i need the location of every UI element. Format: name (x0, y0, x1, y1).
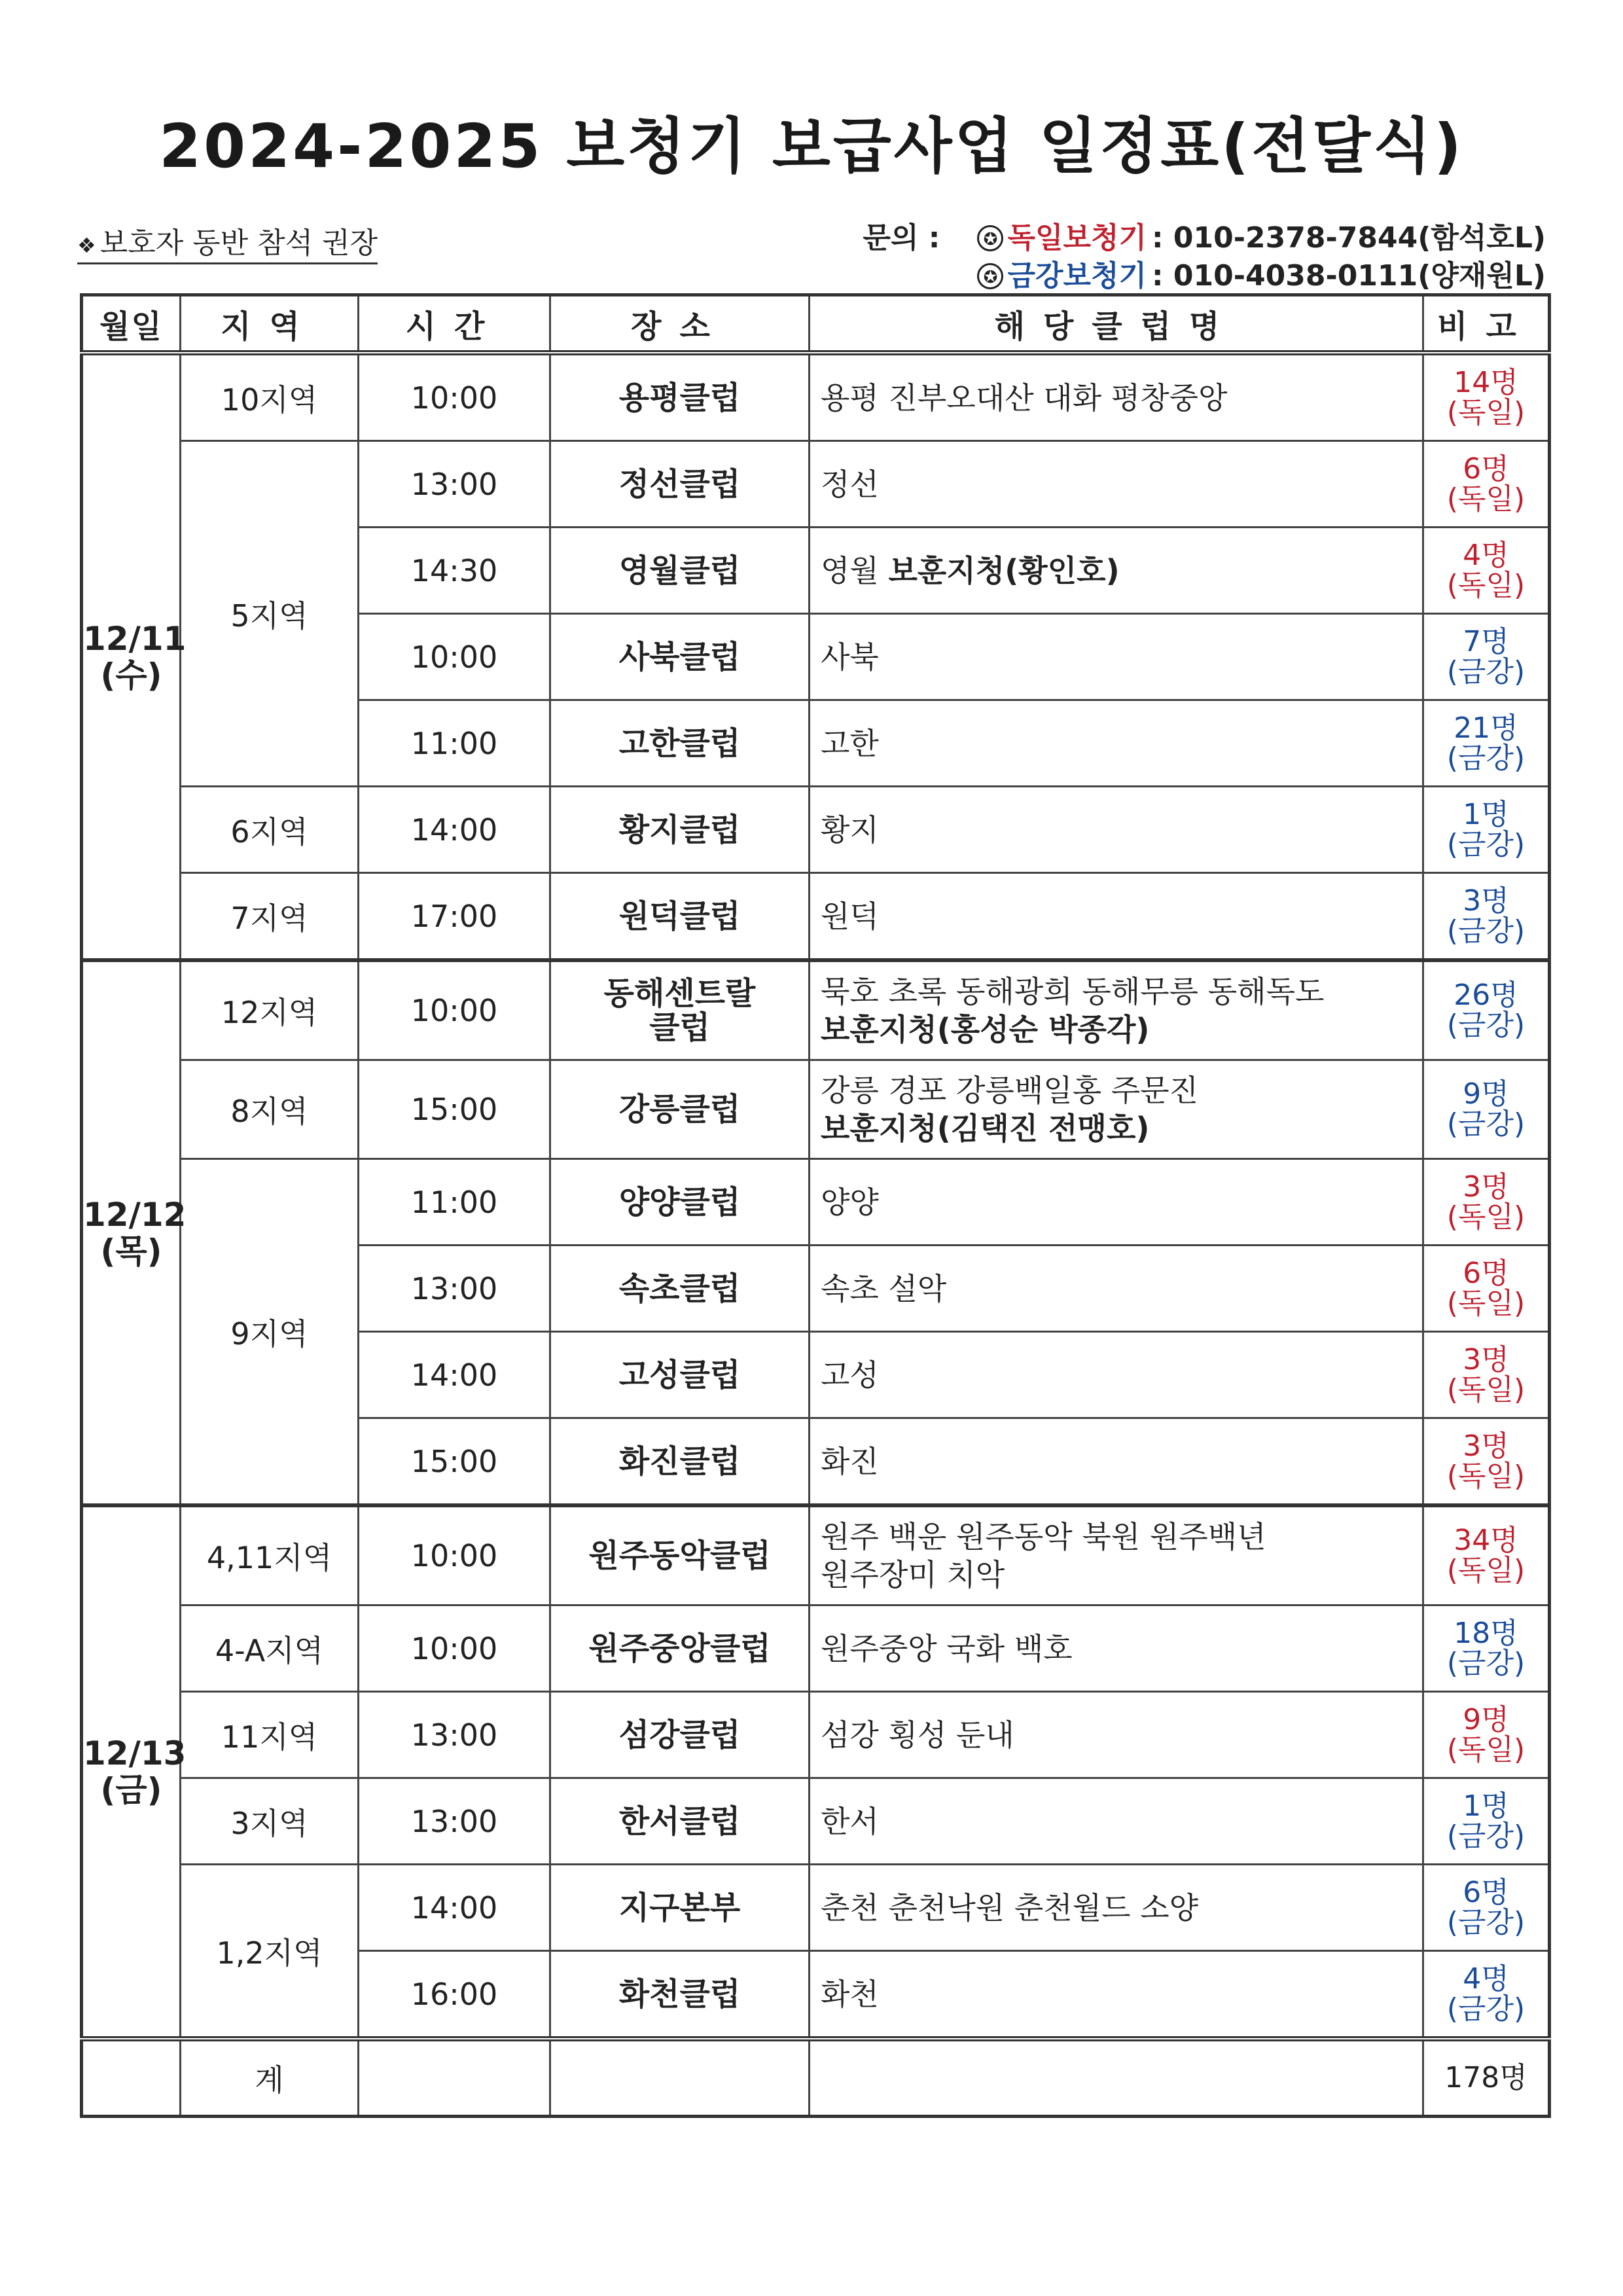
clubs-cell: 양양 (810, 1159, 1423, 1246)
contact-line-dok (863, 219, 1546, 257)
note-cell: 21명 (금강) (1423, 700, 1550, 787)
venue-cell: 원덕클럽 (550, 873, 810, 961)
region-cell: 4,11지역 (181, 1505, 359, 1605)
time-cell: 10:00 (359, 353, 550, 441)
contact-info (863, 219, 1546, 295)
region-cell: 3지역 (181, 1778, 359, 1865)
diamond-bullet-icon: ❖ (77, 233, 96, 258)
venue-cell: 동해센트랄 클럽 (550, 960, 810, 1060)
region-cell: 1,2지역 (181, 1865, 359, 2039)
clubs-cell: 정선 (810, 441, 1423, 528)
page-title: 2024-2025 보청기 보급사업 일정표(전달식) (159, 111, 1464, 181)
time-cell: 10:00 (359, 614, 550, 700)
note-cell: 3명 (금강) (1423, 873, 1550, 961)
time-cell: 10:00 (359, 960, 550, 1060)
time-cell: 16:00 (359, 1951, 550, 2039)
time-cell: 11:00 (359, 700, 550, 787)
note-cell: 9명 (금강) (1423, 1060, 1550, 1159)
clubs-cell: 사북 (810, 614, 1423, 700)
time-cell: 17:00 (359, 873, 550, 961)
venue-cell: 사북클럽 (550, 614, 810, 700)
note-cell: 6명 (독일) (1423, 1246, 1550, 1332)
clubs-cell: 속초 설악 (810, 1246, 1423, 1332)
region-cell: 8지역 (181, 1060, 359, 1159)
venue-cell: 지구본부 (550, 1865, 810, 1951)
table-row (82, 787, 1550, 873)
clubs-bold-text: 보훈지청(홍성순 박종각) (821, 1012, 1150, 1047)
table-row (82, 1865, 1550, 1951)
clubs-cell: 묵호 초록 동해광희 동해무릉 동해독도 보훈지청(홍성순 박종각) (810, 960, 1423, 1060)
table-row (82, 960, 1550, 1060)
note-cell: 1명 (금강) (1423, 1778, 1550, 1865)
note-cell: 9명 (독일) (1423, 1692, 1550, 1778)
region-cell: 7지역 (181, 873, 359, 961)
venue-cell: 영월클럽 (550, 528, 810, 614)
note-cell: 3명 (독일) (1423, 1332, 1550, 1418)
star-icon: ✪ (977, 263, 1003, 289)
note-cell: 3명 (독일) (1423, 1159, 1550, 1246)
clubs-bold-text: 보훈지청(황인호) (888, 552, 1120, 588)
date-cell: 12/12 (목) (82, 960, 181, 1505)
venue-cell: 정선클럽 (550, 441, 810, 528)
venue-cell: 속초클럽 (550, 1246, 810, 1332)
time-cell: 13:00 (359, 1778, 550, 1865)
table-row (82, 1159, 1550, 1246)
venue-cell: 용평클럽 (550, 353, 810, 441)
note-cell: 4명 (금강) (1423, 1951, 1550, 2039)
venue-cell: 강릉클럽 (550, 1060, 810, 1159)
contact-label: 문의 : (863, 221, 940, 255)
clubs-cell: 원주중앙 국화 백호 (810, 1605, 1423, 1692)
time-cell: 14:00 (359, 1332, 550, 1418)
note-cell: 14명 (독일) (1423, 353, 1550, 441)
header-clubs: 해당클럽명 (810, 295, 1423, 353)
vendor-phone: : 010-2378-7844(함석호L) (1152, 221, 1546, 255)
venue-cell: 고성클럽 (550, 1332, 810, 1418)
date-cell: 12/13 (금) (82, 1505, 181, 2039)
note-cell: 6명 (금강) (1423, 1865, 1550, 1951)
schedule-table (80, 293, 1551, 2118)
contact-line-gum (863, 257, 1546, 295)
header-date: 월일 (82, 295, 181, 353)
venue-cell: 한서클럽 (550, 1778, 810, 1865)
note-cell: 26명 (금강) (1423, 960, 1550, 1060)
time-cell: 13:00 (359, 1692, 550, 1778)
time-cell: 14:00 (359, 787, 550, 873)
clubs-cell: 용평 진부오대산 대화 평창중앙 (810, 353, 1423, 441)
region-cell: 6지역 (181, 787, 359, 873)
venue-cell: 화천클럽 (550, 1951, 810, 2039)
venue-cell: 황지클럽 (550, 787, 810, 873)
venue-cell: 화진클럽 (550, 1418, 810, 1506)
header-time: 시간 (359, 295, 550, 353)
header-note: 비고 (1423, 295, 1550, 353)
time-cell: 14:30 (359, 528, 550, 614)
time-cell: 10:00 (359, 1605, 550, 1692)
table-row (82, 1060, 1550, 1159)
region-cell: 5지역 (181, 441, 359, 787)
time-cell: 10:00 (359, 1505, 550, 1605)
note-cell: 3명 (독일) (1423, 1418, 1550, 1506)
total-empty-cell (82, 2039, 181, 2117)
note-cell: 4명 (독일) (1423, 528, 1550, 614)
venue-cell: 고한클럽 (550, 700, 810, 787)
clubs-cell: 춘천 춘천낙원 춘천월드 소양 (810, 1865, 1423, 1951)
vendor-phone: : 010-4038-0111(양재원L) (1152, 259, 1546, 293)
table-row (82, 1778, 1550, 1865)
note-cell: 18명 (금강) (1423, 1605, 1550, 1692)
time-cell: 14:00 (359, 1865, 550, 1951)
date-cell: 12/11 (수) (82, 353, 181, 960)
clubs-cell: 고성 (810, 1332, 1423, 1418)
notice-text: 보호자 동반 참석 권장 (99, 226, 378, 260)
region-cell: 11지역 (181, 1692, 359, 1778)
vendor-name: 독일보청기 (1007, 221, 1147, 255)
clubs-cell: 고한 (810, 700, 1423, 787)
header-region: 지역 (181, 295, 359, 353)
clubs-cell: 황지 (810, 787, 1423, 873)
venue-cell: 양양클럽 (550, 1159, 810, 1246)
clubs-cell: 화진 (810, 1418, 1423, 1506)
total-value: 178명 (1423, 2039, 1550, 2117)
table-row (82, 1692, 1550, 1778)
clubs-cell: 영월 보훈지청(황인호) (810, 528, 1423, 614)
total-empty-cell (550, 2039, 810, 2117)
note-cell: 34명 (독일) (1423, 1505, 1550, 1605)
clubs-cell: 한서 (810, 1778, 1423, 1865)
table-row (82, 441, 1550, 528)
clubs-cell: 강릉 경포 강릉백일홍 주문진 보훈지청(김택진 전맹호) (810, 1060, 1423, 1159)
header-venue: 장소 (550, 295, 810, 353)
time-cell: 15:00 (359, 1418, 550, 1506)
table-row (82, 873, 1550, 961)
table-row (82, 1505, 1550, 1605)
clubs-bold-text: 보훈지청(김택진 전맹호) (821, 1111, 1150, 1146)
table-header-row (82, 295, 1550, 353)
table-row (82, 1605, 1550, 1692)
clubs-cell: 원덕 (810, 873, 1423, 961)
note-cell: 7명 (금강) (1423, 614, 1550, 700)
clubs-cell: 섬강 횡성 둔내 (810, 1692, 1423, 1778)
region-cell: 12지역 (181, 960, 359, 1060)
time-cell: 15:00 (359, 1060, 550, 1159)
note-cell: 6명 (독일) (1423, 441, 1550, 528)
note-cell: 1명 (금강) (1423, 787, 1550, 873)
time-cell: 11:00 (359, 1159, 550, 1246)
star-icon: ✪ (977, 225, 1003, 251)
venue-cell: 섬강클럽 (550, 1692, 810, 1778)
clubs-cell: 화천 (810, 1951, 1423, 2039)
total-empty-cell (810, 2039, 1423, 2117)
clubs-cell: 원주 백운 원주동악 북원 원주백년 원주장미 치악 (810, 1505, 1423, 1605)
region-cell: 9지역 (181, 1159, 359, 1506)
total-row (82, 2039, 1550, 2117)
total-label: 계 (181, 2039, 359, 2117)
region-cell: 4-A지역 (181, 1605, 359, 1692)
time-cell: 13:00 (359, 441, 550, 528)
region-cell: 10지역 (181, 353, 359, 441)
venue-cell: 원주중앙클럽 (550, 1605, 810, 1692)
notice (77, 219, 378, 264)
vendor-name: 금강보청기 (1007, 259, 1147, 293)
time-cell: 13:00 (359, 1246, 550, 1332)
venue-cell: 원주동악클럽 (550, 1505, 810, 1605)
total-empty-cell (359, 2039, 550, 2117)
table-row (82, 353, 1550, 441)
